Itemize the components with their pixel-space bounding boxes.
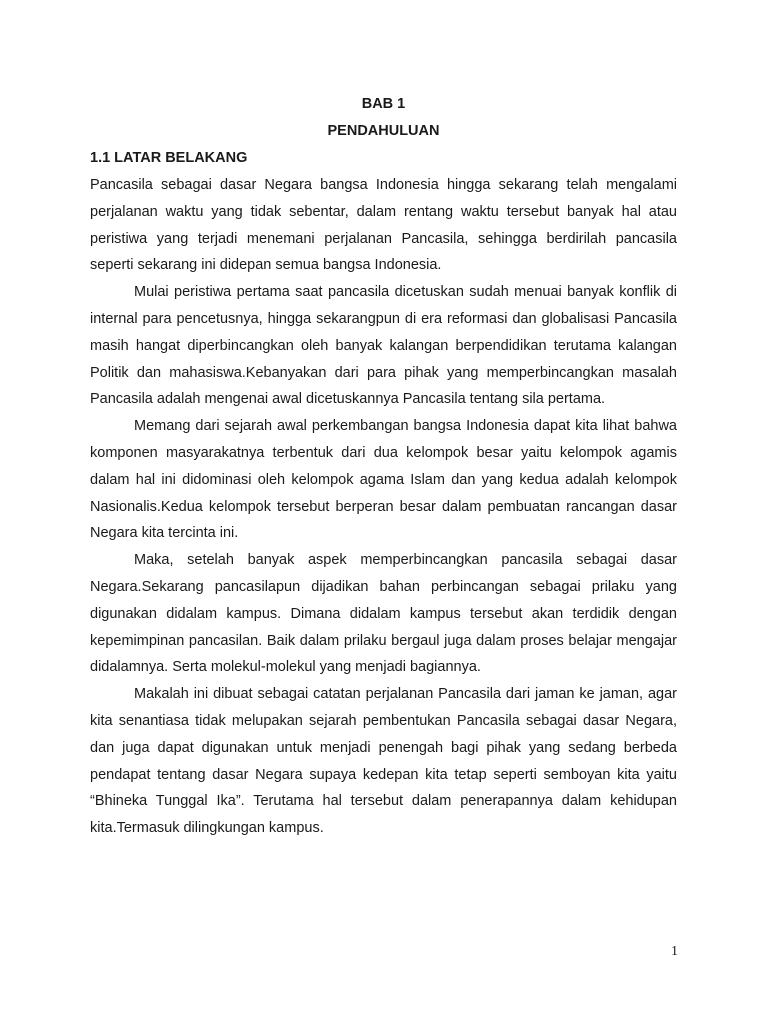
paragraph-4: Maka, setelah banyak aspek memperbincangkan pancasila sebagai dasar Negara.Sekarang pancasilapun dijadikan bahan perbincangan sebagai prilaku yang digunakan didalam kampus. Dimana didalam kampus tersebut akan terdidik dengan kepemimpinan pancasilan. Baik dalam prilaku bergaul juga dalam proses belajar mengajar didalamnya. Serta molekul-molekul yang menjadi bagiannya. bbox=[90, 552, 677, 676]
chapter-title: PENDAHULUAN bbox=[327, 123, 440, 139]
page-number: 1 bbox=[671, 944, 678, 959]
section-heading: 1.1 LATAR BELAKANG bbox=[90, 150, 248, 166]
paragraph-5: Makalah ini dibuat sebagai catatan perjalanan Pancasila dari jaman ke jaman, agar kita senantiasa tidak melupakan sejarah pembentukan Pancasila sebagai dasar Negara, dan juga dapat digunakan untuk menjadi penengah bagi pihak yang sedang berbeda pendapat tentang dasar Negara supaya kedepan kita tetap seperti semboyan kita yaitu “Bhineka Tunggal Ika”. Terutama hal tersebut dalam penerapannya dalam kehidupan kita.Termasuk dilingkungan kampus. bbox=[90, 686, 677, 837]
chapter-number: BAB 1 bbox=[361, 96, 406, 112]
paragraph-2: Mulai peristiwa pertama saat pancasila dicetuskan sudah menuai banyak konflik di internal para pencetusnya, hingga sekarangpun di era reformasi dan globalisasi Pancasila masih hangat diperbincangkan oleh banyak kalangan berpendidikan terutama kalangan Politik dan mahasiswa.Kebanyakan dari para pihak yang memperbincangkan masalah Pancasila adalah mengenai awal dicetuskannya Pancasila tentang sila pertama. bbox=[90, 284, 677, 408]
paragraph-3: Memang dari sejarah awal perkembangan bangsa Indonesia dapat kita lihat bahwa komponen masyarakatnya terbentuk dari dua kelompok besar yaitu kelompok agamis dalam hal ini didominasi oleh kelompok agama Islam dan yang kedua adalah kelompok Nasionalis.Kedua kelompok tersebut berperan besar dalam pembuatan rancangan dasar Negara kita tercinta ini. bbox=[90, 418, 677, 542]
paragraph-1: Pancasila sebagai dasar Negara bangsa Indonesia hingga sekarang telah mengalami perjalanan waktu yang tidak sebentar, dalam rentang waktu tersebut banyak hal atau peristiwa yang terjadi menemani perjalanan Pancasila, sehingga berdirilah pancasila seperti sekarang ini didepan semua bangsa Indonesia. bbox=[90, 177, 677, 274]
page-content bbox=[90, 91, 677, 842]
